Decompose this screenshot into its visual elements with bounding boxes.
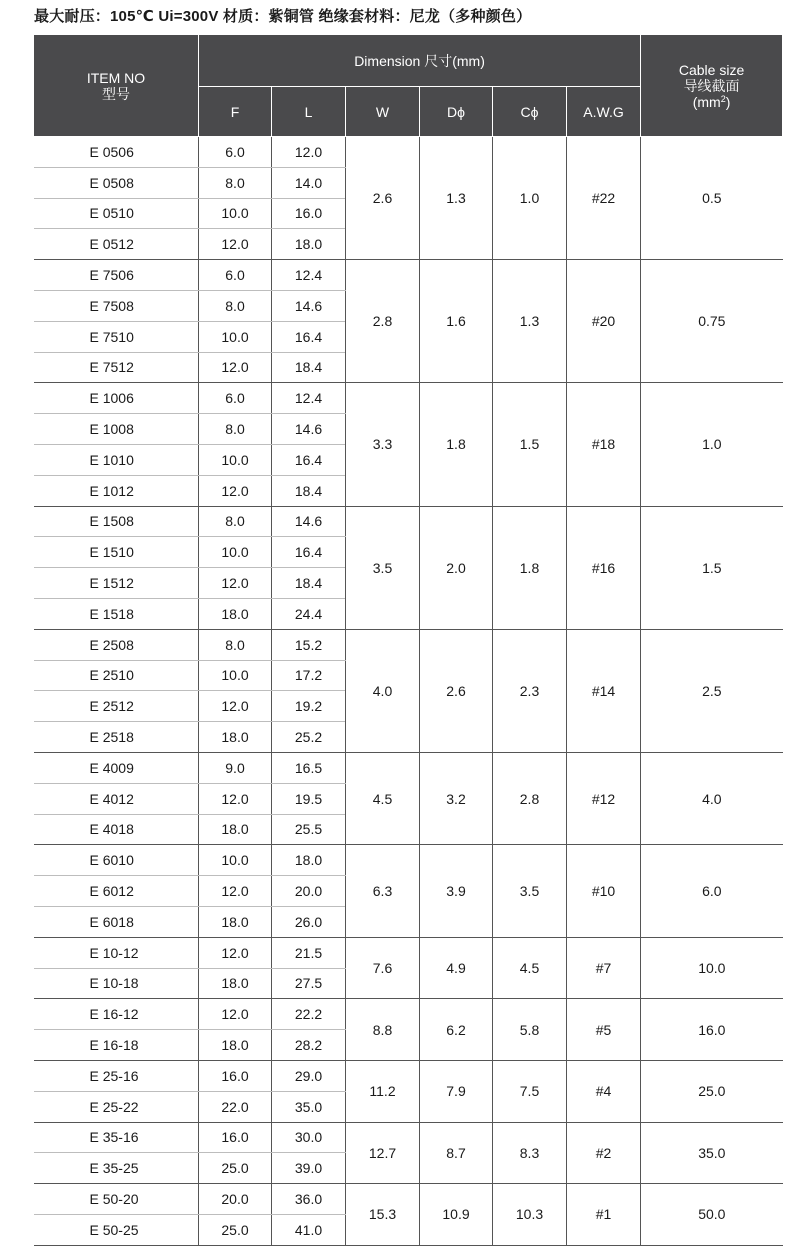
cable-size-cell: 0.75: [641, 260, 783, 383]
l-cell: 16.4: [272, 444, 346, 475]
item-no-cell: E 16-12: [34, 999, 199, 1030]
f-cell: 16.0: [199, 1122, 272, 1153]
l-cell: 25.5: [272, 814, 346, 845]
l-cell: 17.2: [272, 660, 346, 691]
l-cell: 16.4: [272, 537, 346, 568]
l-cell: 12.4: [272, 260, 346, 291]
item-no-cell: E 1006: [34, 383, 199, 414]
c-cell: 7.5: [493, 1060, 567, 1122]
c-cell: 2.3: [493, 629, 567, 752]
item-no-cell: E 6010: [34, 845, 199, 876]
f-cell: 25.0: [199, 1153, 272, 1184]
f-cell: 18.0: [199, 906, 272, 937]
header-col-d: Dϕ: [420, 87, 493, 137]
item-no-cell: E 1512: [34, 568, 199, 599]
item-no-cell: E 10-18: [34, 968, 199, 999]
item-no-cell: E 7510: [34, 321, 199, 352]
table-row: [34, 1122, 783, 1153]
d-cell: 1.3: [420, 137, 493, 260]
awg-cell: #16: [567, 506, 641, 629]
l-cell: 27.5: [272, 968, 346, 999]
f-cell: 6.0: [199, 137, 272, 168]
d-cell: 6.2: [420, 999, 493, 1061]
d-cell: 7.9: [420, 1060, 493, 1122]
l-cell: 20.0: [272, 876, 346, 907]
w-cell: 3.3: [346, 383, 420, 506]
table-row: [34, 260, 783, 291]
item-no-cell: E 0506: [34, 137, 199, 168]
awg-cell: #12: [567, 752, 641, 844]
item-no-cell: E 4018: [34, 814, 199, 845]
table-row: [34, 999, 783, 1030]
d-cell: 8.7: [420, 1122, 493, 1184]
awg-cell: #5: [567, 999, 641, 1061]
f-cell: 18.0: [199, 598, 272, 629]
awg-cell: #10: [567, 845, 641, 937]
l-cell: 18.4: [272, 568, 346, 599]
f-cell: 8.0: [199, 414, 272, 445]
cable-size-cell: 4.0: [641, 752, 783, 844]
l-cell: 12.4: [272, 383, 346, 414]
cable-size-cell: 10.0: [641, 937, 783, 999]
item-no-cell: E 7506: [34, 260, 199, 291]
cable-size-cell: 35.0: [641, 1122, 783, 1184]
l-cell: 41.0: [272, 1214, 346, 1245]
l-cell: 26.0: [272, 906, 346, 937]
header-col-c: Cϕ: [493, 87, 567, 137]
awg-cell: #7: [567, 937, 641, 999]
table-row: [34, 506, 783, 537]
item-no-cell: E 25-22: [34, 1091, 199, 1122]
l-cell: 16.4: [272, 321, 346, 352]
l-cell: 12.0: [272, 137, 346, 168]
item-no-cell: E 35-25: [34, 1153, 199, 1184]
cable-size-cell: 0.5: [641, 137, 783, 260]
f-cell: 6.0: [199, 260, 272, 291]
item-no-cell: E 6012: [34, 876, 199, 907]
item-no-cell: E 1012: [34, 475, 199, 506]
f-cell: 10.0: [199, 198, 272, 229]
item-no-cell: E 1518: [34, 598, 199, 629]
c-cell: 1.5: [493, 383, 567, 506]
l-cell: 18.4: [272, 352, 346, 383]
item-no-cell: E 35-16: [34, 1122, 199, 1153]
w-cell: 11.2: [346, 1060, 420, 1122]
l-cell: 16.0: [272, 198, 346, 229]
f-cell: 12.0: [199, 876, 272, 907]
header-cable-cn: 导线截面: [683, 77, 740, 94]
w-cell: 3.5: [346, 506, 420, 629]
l-cell: 19.2: [272, 691, 346, 722]
d-cell: 3.9: [420, 845, 493, 937]
l-cell: 30.0: [272, 1122, 346, 1153]
l-cell: 19.5: [272, 783, 346, 814]
table-row: [34, 752, 783, 783]
f-cell: 18.0: [199, 1030, 272, 1061]
spec-table: [33, 34, 783, 1246]
l-cell: 39.0: [272, 1153, 346, 1184]
table-row: [34, 629, 783, 660]
d-cell: 1.8: [420, 383, 493, 506]
header-item-no-en: ITEM NO: [86, 69, 146, 86]
c-cell: 3.5: [493, 845, 567, 937]
item-no-cell: E 2518: [34, 722, 199, 753]
f-cell: 8.0: [199, 506, 272, 537]
table-row: [34, 383, 783, 414]
l-cell: 14.0: [272, 167, 346, 198]
f-cell: 25.0: [199, 1214, 272, 1245]
item-no-cell: E 16-18: [34, 1030, 199, 1061]
header-cable-size: [641, 35, 783, 137]
c-cell: 8.3: [493, 1122, 567, 1184]
f-cell: 12.0: [199, 783, 272, 814]
item-no-cell: E 0512: [34, 229, 199, 260]
header-item-no-cn: 型号: [102, 85, 130, 102]
spec-table-body: [34, 137, 783, 1246]
l-cell: 25.2: [272, 722, 346, 753]
cable-size-cell: 25.0: [641, 1060, 783, 1122]
f-cell: 18.0: [199, 968, 272, 999]
item-no-cell: E 7508: [34, 290, 199, 321]
awg-cell: #1: [567, 1184, 641, 1246]
w-cell: 2.8: [346, 260, 420, 383]
f-cell: 10.0: [199, 845, 272, 876]
table-row: [34, 137, 783, 168]
d-cell: 2.0: [420, 506, 493, 629]
f-cell: 18.0: [199, 814, 272, 845]
item-no-cell: E 1510: [34, 537, 199, 568]
c-cell: 4.5: [493, 937, 567, 999]
f-cell: 8.0: [199, 629, 272, 660]
item-no-cell: E 4009: [34, 752, 199, 783]
l-cell: 21.5: [272, 937, 346, 968]
f-cell: 18.0: [199, 722, 272, 753]
item-no-cell: E 0508: [34, 167, 199, 198]
item-no-cell: E 2508: [34, 629, 199, 660]
l-cell: 15.2: [272, 629, 346, 660]
header-item-no: [34, 35, 199, 137]
l-cell: 28.2: [272, 1030, 346, 1061]
c-cell: 1.0: [493, 137, 567, 260]
item-no-cell: E 50-20: [34, 1184, 199, 1215]
cable-size-cell: 1.5: [641, 506, 783, 629]
l-cell: 14.6: [272, 290, 346, 321]
l-cell: 16.5: [272, 752, 346, 783]
cable-size-cell: 2.5: [641, 629, 783, 752]
item-no-cell: E 6018: [34, 906, 199, 937]
item-no-cell: E 1010: [34, 444, 199, 475]
item-no-cell: E 7512: [34, 352, 199, 383]
awg-cell: #18: [567, 383, 641, 506]
awg-cell: #22: [567, 137, 641, 260]
awg-cell: #14: [567, 629, 641, 752]
item-no-cell: E 4012: [34, 783, 199, 814]
f-cell: 12.0: [199, 999, 272, 1030]
item-no-cell: E 25-16: [34, 1060, 199, 1091]
f-cell: 12.0: [199, 568, 272, 599]
w-cell: 4.5: [346, 752, 420, 844]
header-cable-unit: $(mm^2)$: [692, 93, 731, 110]
w-cell: 4.0: [346, 629, 420, 752]
cable-size-cell: 6.0: [641, 845, 783, 937]
f-cell: 10.0: [199, 537, 272, 568]
f-cell: 8.0: [199, 290, 272, 321]
header-cable-en: Cable size: [678, 61, 745, 78]
l-cell: 18.0: [272, 229, 346, 260]
c-cell: 2.8: [493, 752, 567, 844]
f-cell: 10.0: [199, 444, 272, 475]
l-cell: 22.2: [272, 999, 346, 1030]
c-cell: 10.3: [493, 1184, 567, 1246]
f-cell: 12.0: [199, 937, 272, 968]
f-cell: 10.0: [199, 660, 272, 691]
d-cell: 3.2: [420, 752, 493, 844]
w-cell: 2.6: [346, 137, 420, 260]
c-cell: 1.8: [493, 506, 567, 629]
awg-cell: #2: [567, 1122, 641, 1184]
cable-size-cell: 1.0: [641, 383, 783, 506]
w-cell: 8.8: [346, 999, 420, 1061]
item-no-cell: E 10-12: [34, 937, 199, 968]
l-cell: 36.0: [272, 1184, 346, 1215]
awg-cell: #4: [567, 1060, 641, 1122]
l-cell: 18.0: [272, 845, 346, 876]
c-cell: 5.8: [493, 999, 567, 1061]
l-cell: 14.6: [272, 506, 346, 537]
header-col-awg: A.W.G: [567, 87, 641, 137]
l-cell: 24.4: [272, 598, 346, 629]
table-row: [34, 937, 783, 968]
item-no-cell: E 0510: [34, 198, 199, 229]
header-col-f: F: [199, 87, 272, 137]
c-cell: 1.3: [493, 260, 567, 383]
w-cell: 7.6: [346, 937, 420, 999]
item-no-cell: E 50-25: [34, 1214, 199, 1245]
f-cell: 12.0: [199, 352, 272, 383]
header-dimension: Dimension 尺寸(mm): [199, 35, 641, 87]
item-no-cell: E 2510: [34, 660, 199, 691]
table-row: [34, 845, 783, 876]
f-cell: 6.0: [199, 383, 272, 414]
w-cell: 15.3: [346, 1184, 420, 1246]
l-cell: 35.0: [272, 1091, 346, 1122]
l-cell: 29.0: [272, 1060, 346, 1091]
f-cell: 22.0: [199, 1091, 272, 1122]
page-title: 最大耐压：105℃ Ui=300V 材质：紫铜管 绝缘套材料：尼龙（多种颜色）: [34, 8, 532, 25]
item-no-cell: E 1008: [34, 414, 199, 445]
f-cell: 20.0: [199, 1184, 272, 1215]
cable-size-cell: 50.0: [641, 1184, 783, 1246]
awg-cell: #20: [567, 260, 641, 383]
l-cell: 14.6: [272, 414, 346, 445]
f-cell: 12.0: [199, 475, 272, 506]
cable-size-cell: 16.0: [641, 999, 783, 1061]
f-cell: 10.0: [199, 321, 272, 352]
f-cell: 8.0: [199, 167, 272, 198]
w-cell: 6.3: [346, 845, 420, 937]
l-cell: 18.4: [272, 475, 346, 506]
d-cell: 2.6: [420, 629, 493, 752]
header-col-w: W: [346, 87, 420, 137]
d-cell: 10.9: [420, 1184, 493, 1246]
f-cell: 12.0: [199, 229, 272, 260]
table-row: [34, 1060, 783, 1091]
f-cell: 16.0: [199, 1060, 272, 1091]
item-no-cell: E 2512: [34, 691, 199, 722]
d-cell: 4.9: [420, 937, 493, 999]
header-col-l: L: [272, 87, 346, 137]
item-no-cell: E 1508: [34, 506, 199, 537]
d-cell: 1.6: [420, 260, 493, 383]
w-cell: 12.7: [346, 1122, 420, 1184]
f-cell: 9.0: [199, 752, 272, 783]
f-cell: 12.0: [199, 691, 272, 722]
table-row: [34, 1184, 783, 1215]
